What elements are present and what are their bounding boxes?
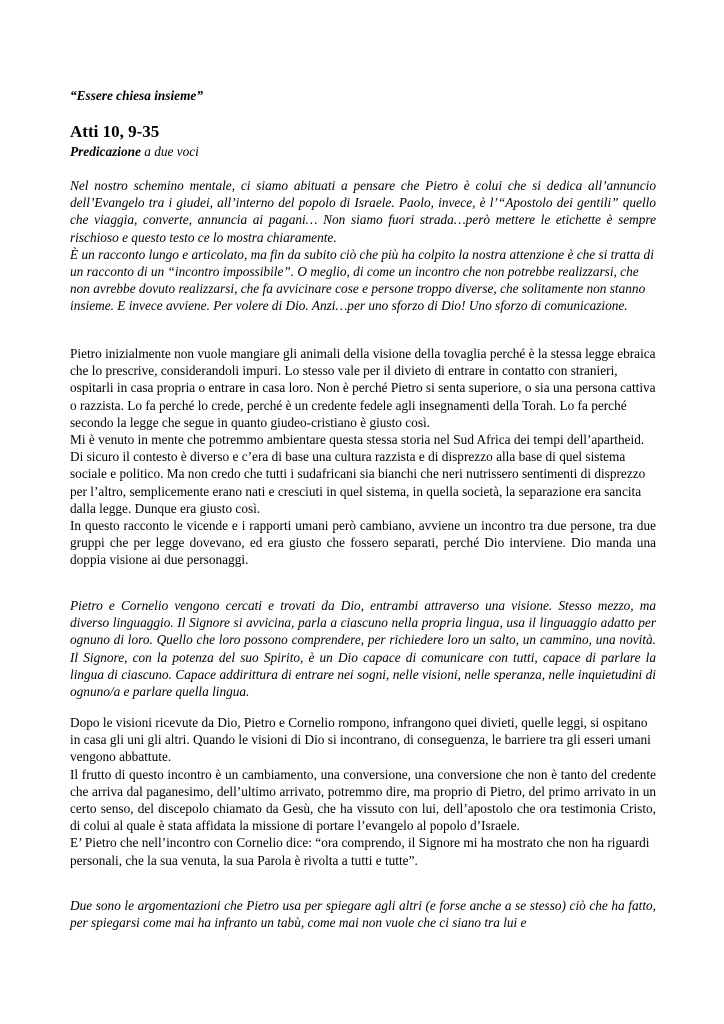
- paragraph-cornelio-1: Pietro e Cornelio vengono cercati e trovati da Dio, entrambi attraverso una visione. Stesso mezzo, ma diverso linguaggio. Il Signore si avvicina, parla a ciascuno nella propria lingua, usa il linguaggio adatto per ognuno di loro. Quello che loro possono comprendere, per richiedere loro un salto, un cammino, una novità. Il Signore, con la potenza del suo Spirito, è un Dio capace di comunicare con tutti, capace di parlare la lingua di ciascuno. Capace addirittura di entrare nei sogni, nelle visioni, nelle speranza, nelle inquietudini di ognuno/a e parlare quella lingua.: [70, 598, 656, 700]
- paragraph-dopo-3: E’ Pietro che nell’incontro con Cornelio dice: “ora comprendo, il Signore mi ha mostrato che non ha riguardi personali, che la sua venuta, la sua Parola è rivolta a tutti e tutte”.: [70, 835, 650, 868]
- paragraph-pietro-3: In questo racconto le vicende e i rapporti umani però cambiano, avviene un incontro tra due persone, tra due gruppi che per legge dovevano, ed era giusto che fossero separati, perché Dio interviene. Dio manda una doppia visione ai due personaggi.: [70, 518, 656, 568]
- paragraph-pietro-1: Pietro inizialmente non vuole mangiare gli animali della visione della tovaglia perché è la stessa legge ebraica che lo prescrive, considerandoli impuri. Lo stesso vale per il divieto di entrare in contatto con stranieri, ospitarli in casa propria o entrare in casa loro. Non è perché Pietro si senta superiore, o sia una persona cattiva o razzista. Lo fa perché lo crede, perché è un credente fedele agli insegnamenti della Torah. Lo fa perché secondo la legge che segue in quanto giudeo-cristiano è giusto così.: [70, 346, 656, 430]
- paragraph-intro-1: Nel nostro schemino mentale, ci siamo abituati a pensare che Pietro è colui che si dedica all’annuncio dell’Evangelo tra i giudei, all’interno del popolo di Israele. Paolo, invece, è l’“Apostolo dei gentili” quello che viaggia, converte, annuncia ai pagani… Non siamo fuori strada…però mettere le etichette è sempre rischioso e questo testo ce lo mostra chiaramente.: [70, 178, 656, 245]
- document-subtitle: [70, 143, 656, 160]
- document-title: Atti 10, 9-35: [70, 122, 160, 141]
- pietro-section: [70, 345, 656, 569]
- paragraph-dopo-1: Dopo le visioni ricevute da Dio, Pietro e Cornelio rompono, infrangono quei divieti, quelle leggi, si ospitano in casa gli uni gli altri. Quando le visioni di Dio si incontrano, di conseguenza, le barriere tra gli esseri umani vengono abbattute.: [70, 715, 651, 765]
- intro-section: [70, 177, 656, 315]
- cornelio-section: [70, 597, 656, 700]
- paragraph-pietro-2: Mi è venuto in mente che potremmo ambientare questa stessa storia nel Sud Africa dei tempi dell’apartheid. Di sicuro il contesto è diverso e c’era di base una cultura razzista e di disprezzo alla base di quel sistema sociale e politico. Ma non credo che tutti i sudafricani sia bianchi che neri nutrissero sentimenti di disprezzo per l’altro, semplicemente erano nati e cresciuti in quel sistema, in quella società, la separazione era sancita dalla legge. Dunque era giusto così.: [70, 432, 646, 516]
- last-section: [70, 897, 656, 931]
- subtitle-rest: a due voci: [140, 144, 199, 159]
- paragraph-intro-2: È un racconto lungo e articolato, ma fin da subito ciò che più ha colpito la nostra attenzione è che si tratta di un racconto di un “incontro impossibile”. O meglio, di come un incontro che non potrebbe realizzarsi, che non avrebbe dovuto realizzarsi, che fa avvicinare cose e persone troppo diverse, che solitamente non stanno insieme. E invece avviene. Per volere di Dio. Anzi…per uno sforzo di Dio! Uno sforzo di comunicazione.: [70, 246, 654, 314]
- subtitle-bold: Predicazione: [70, 144, 141, 159]
- paragraph-last-1: Due sono le argomentazioni che Pietro usa per spiegare agli altri (e forse anche a se stesso) ciò che ha fatto, per spiegarsi come mai ha infranto un tabù, come mai non vuole che ci siano tra lui e: [70, 898, 656, 931]
- paragraph-dopo-2: Il frutto di questo incontro è un cambiamento, una conversione, una conversione che non è tanto del credente che arriva dal paganesimo, dell’ultimo arrivato, potremmo dire, ma proprio di Pietro, del primo arrivato in un certo senso, del discepolo chiamato da Gesù, che ha vissuto con lui, dell’apostolo che ora testimonia Cristo, di colui al quale è stata affidata la missione di portare l’evangelo al popolo d’Israele.: [70, 766, 656, 834]
- dopo-section: [70, 714, 656, 869]
- document-motto: “Essere chiesa insieme”: [70, 88, 203, 103]
